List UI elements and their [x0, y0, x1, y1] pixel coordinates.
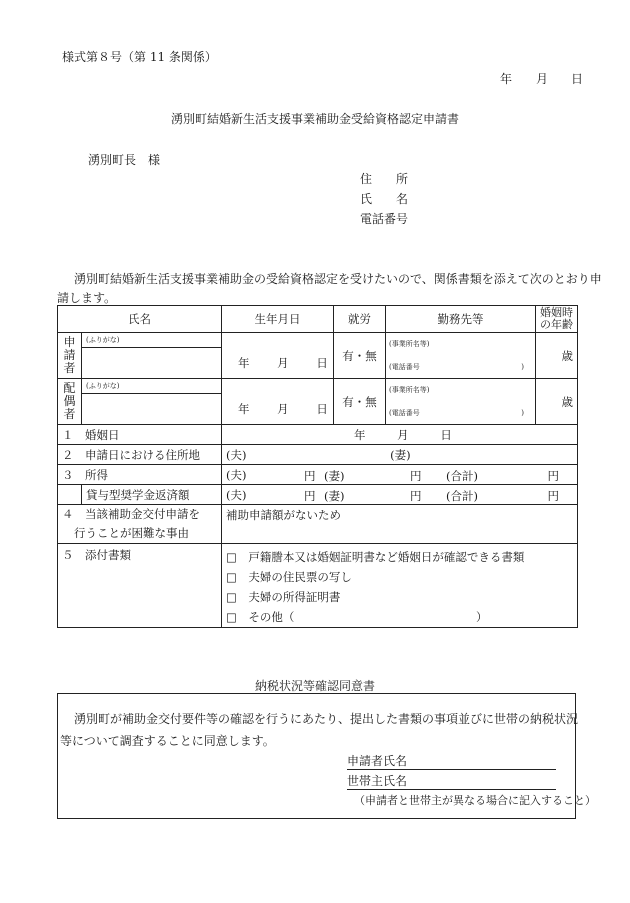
employer-phone-hint: (電話番号: [389, 362, 420, 371]
spouse-label: [58, 379, 82, 425]
col-header-age-line2: の年齢: [540, 318, 573, 331]
applicant-signature-field[interactable]: [347, 752, 556, 770]
attachment-other-close: ）: [476, 610, 488, 624]
spouse-label-char: 配: [63, 381, 76, 395]
col-header-age: [536, 306, 578, 333]
col-header-name: 氏名: [58, 306, 222, 333]
spouse-work-cell[interactable]: 有・無: [334, 379, 386, 425]
scholarship-row-label: 貸与型奨学金返済額: [82, 485, 222, 505]
marriage-day-label: 日: [440, 427, 452, 442]
consent-box: [57, 693, 596, 819]
birth-day-label: 日: [316, 356, 328, 370]
address-row-cell[interactable]: [222, 445, 578, 465]
wife-label: (妻): [390, 447, 411, 462]
date-day-label: 日: [571, 72, 584, 86]
yen-label: 円: [304, 469, 316, 483]
employer-name-hint: (事業所名等): [389, 385, 430, 394]
page-title: 湧別町結婚新生活支援事業補助金受給資格認定申請書: [170, 112, 459, 126]
yen-label: 円: [304, 489, 316, 503]
spouse-age-cell[interactable]: [536, 379, 578, 425]
phone-label: 電話番号: [360, 212, 409, 226]
difficulty-reason-label-line1: ４ 当該補助金交付申請を: [62, 507, 200, 521]
yen-label: 円: [410, 469, 422, 483]
total-field: [446, 468, 559, 485]
birth-month-label: 月: [277, 356, 289, 370]
consent-body-line2: 等について調査することに同意します。: [60, 734, 275, 748]
difficulty-reason-label: [58, 505, 222, 544]
attachment-other-label: □ その他（: [226, 610, 295, 624]
employer-paren-close: ): [521, 408, 524, 417]
attachments-cell: [222, 544, 578, 628]
spouse-label-char: 偶: [63, 394, 76, 408]
date-month-label: 月: [536, 72, 549, 86]
applicant-work-cell[interactable]: 有・無: [334, 333, 386, 379]
marriage-year-label: 年: [354, 427, 366, 442]
addressee: 湧別町長 様: [88, 153, 161, 167]
householder-signature-label: 世帯主氏名: [347, 774, 408, 788]
applicant-label-char: 申: [63, 335, 76, 349]
attachment-checkbox-income-certificate[interactable]: □ 夫婦の所得証明書: [226, 590, 341, 604]
scholarship-row-cell[interactable]: [222, 485, 578, 505]
application-table: [57, 305, 578, 628]
consent-title: 納税状況等確認同意書: [254, 679, 375, 693]
applicant-label: [58, 333, 82, 379]
yen-label: 円: [547, 469, 559, 483]
wife-label: (妻): [324, 489, 345, 503]
applicant-age-cell[interactable]: [536, 333, 578, 379]
address-row-label: ２ 申請日における住所地: [58, 445, 222, 465]
applicant-employer-cell[interactable]: [386, 333, 536, 379]
total-label: (合計): [446, 469, 478, 483]
attachment-checkbox-other[interactable]: [226, 607, 573, 627]
spouse-name-cell[interactable]: [82, 394, 222, 425]
consent-note: （申請者と世帯主が異なる場合に記入すること）: [354, 794, 596, 807]
attachments-label: ５ 添付書類: [58, 544, 222, 628]
applicant-label-char: 者: [63, 361, 76, 375]
spouse-birth-cell[interactable]: [222, 379, 334, 425]
form-number: 様式第８号（第 11 条関係）: [62, 50, 217, 64]
birth-year-label: 年: [238, 402, 250, 416]
marriage-month-label: 月: [397, 427, 409, 442]
husband-label: (夫): [226, 447, 247, 462]
income-row-cell[interactable]: [222, 465, 578, 485]
address-label: 住 所: [360, 172, 409, 186]
employer-paren-close: ): [521, 362, 524, 371]
furigana-hint: (ふりがな): [86, 381, 120, 390]
yen-label: 円: [547, 489, 559, 503]
birth-day-label: 日: [316, 402, 328, 416]
applicant-name-cell[interactable]: [82, 348, 222, 379]
spouse-employer-cell[interactable]: [386, 379, 536, 425]
marriage-date-cell[interactable]: [222, 425, 578, 445]
applicant-birth-cell[interactable]: [222, 333, 334, 379]
age-unit: 歳: [561, 348, 573, 363]
col-header-employer: 勤務先等: [386, 306, 536, 333]
difficulty-reason-label-line2: 行うことが困難な事由: [74, 526, 189, 540]
col-header-age-line1: 婚姻時: [540, 306, 573, 319]
birth-month-label: 月: [277, 402, 289, 416]
applicant-furigana-cell[interactable]: [82, 333, 222, 348]
yen-label: 円: [410, 489, 422, 503]
householder-signature-field[interactable]: [347, 772, 556, 790]
age-unit: 歳: [561, 394, 573, 409]
total-field: [446, 488, 559, 505]
col-header-birth: 生年月日: [222, 306, 334, 333]
consent-body-line1: 湧別町が補助金交付要件等の確認を行うにあたり、提出した書類の事項並びに世帯の納税状況: [74, 712, 579, 726]
income-row-label: ３ 所得: [58, 465, 222, 485]
employer-phone-hint: (電話番号: [389, 408, 420, 417]
scholarship-indent: [58, 485, 82, 505]
name-label: 氏 名: [360, 192, 409, 206]
employer-name-hint: (事業所名等): [389, 339, 430, 348]
spouse-label-char: 者: [63, 407, 76, 421]
difficulty-reason-cell[interactable]: 補助申請額がないため: [222, 505, 578, 544]
attachment-checkbox-resident-record[interactable]: □ 夫婦の住民票の写し: [226, 570, 352, 584]
col-header-work: 就労: [334, 306, 386, 333]
furigana-hint: (ふりがな): [86, 335, 120, 344]
birth-year-label: 年: [238, 356, 250, 370]
applicant-signature-label: 申請者氏名: [347, 754, 408, 768]
wife-label: (妻): [324, 469, 345, 483]
spouse-furigana-cell[interactable]: [82, 379, 222, 394]
date-year-label: 年: [500, 72, 513, 86]
intro-text-line2: 請します。: [57, 291, 117, 305]
applicant-label-char: 請: [63, 348, 76, 362]
husband-label: (夫): [226, 467, 247, 482]
intro-text-line1: 湧別町結婚新生活支援事業補助金の受給資格認定を受けたいので、関係書類を添えて次のとおり申: [74, 272, 602, 286]
marriage-date-label: １ 婚姻日: [58, 425, 222, 445]
husband-label: (夫): [226, 487, 247, 502]
total-label: (合計): [446, 489, 478, 503]
attachment-checkbox-family-register[interactable]: □ 戸籍謄本又は婚姻証明書など婚姻日が確認できる書類: [226, 550, 525, 564]
